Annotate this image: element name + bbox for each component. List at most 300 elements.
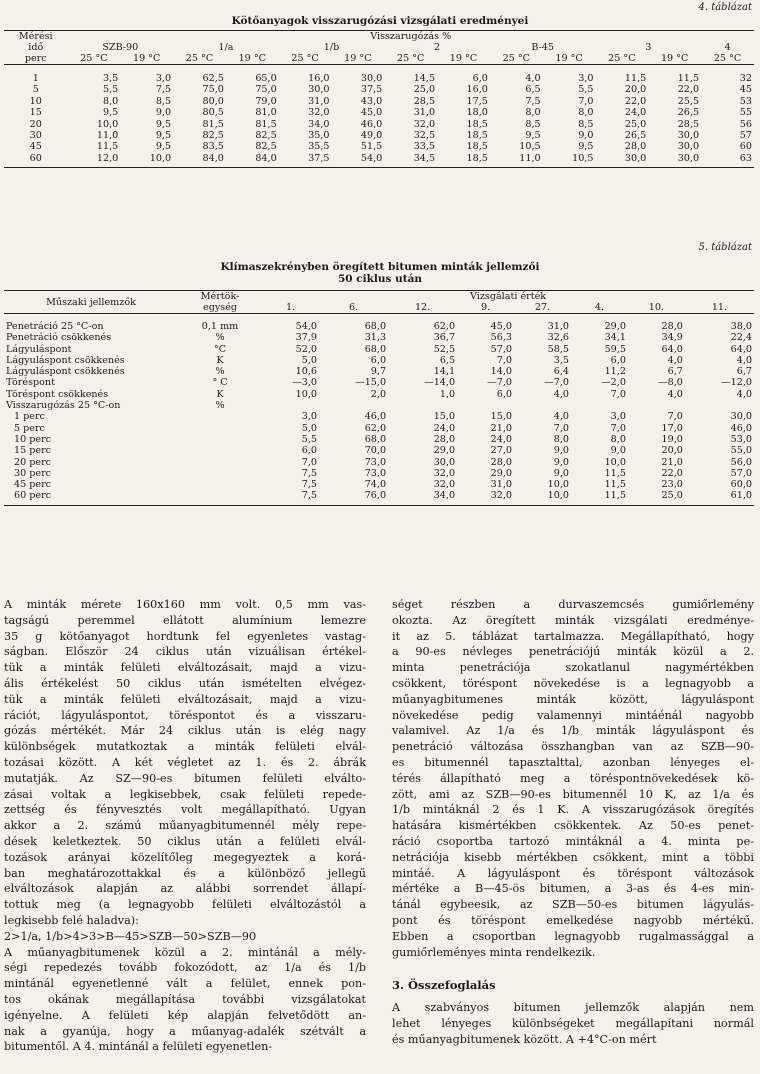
- table5-cell: 11,5: [604, 479, 626, 491]
- table5-cell-unit: 0,1 mm: [201, 321, 239, 332]
- table4-cell: 84,0: [173, 153, 226, 168]
- table4-cell: 34,5: [384, 153, 437, 168]
- table-row: [4, 355, 754, 366]
- table4-cell: 22,0: [624, 95, 647, 107]
- table5-cell: 7,0: [553, 422, 569, 434]
- table4-cell: 24,0: [624, 107, 647, 119]
- table4-cell: 8,0: [103, 95, 119, 107]
- table4-cell: 37,5: [279, 153, 332, 168]
- table5-cell-characteristic: Penetráció 25 °C-on: [6, 321, 104, 332]
- text-line: tottuk meg (a legnagyobb felületi elváltozástól a: [4, 898, 366, 912]
- table5-cell: 1,0: [439, 388, 456, 400]
- table4-cell: 31,0: [308, 95, 330, 107]
- text-line: A szabványos bitumen jellemzők alapján nem: [392, 1001, 754, 1015]
- table5-cell-characteristic: 30 perc: [14, 467, 52, 479]
- table5-cell: 23,0: [661, 479, 683, 491]
- table5-header-unit: Mértök-: [200, 291, 240, 302]
- table4-cell: 43,0: [360, 95, 383, 107]
- text-line: akkor a 2. számú műanyagbitumennél mély repe-: [4, 819, 366, 833]
- table-row: [4, 411, 754, 422]
- table5-cell: [571, 400, 628, 411]
- table5-cell: 29,0: [433, 445, 456, 457]
- table-row: [4, 107, 754, 118]
- table-row: [4, 332, 754, 343]
- table5-cell: —7,0: [487, 377, 513, 389]
- table-row: [4, 344, 754, 355]
- table5-cell-unit: °C: [213, 343, 227, 355]
- table4-cell: 9,5: [155, 118, 172, 130]
- table-row: [4, 434, 754, 445]
- table4-cell-time: 10: [29, 95, 42, 107]
- table4-header-temp: 19 °C: [132, 53, 161, 64]
- table5-cell: 7,5: [301, 479, 318, 491]
- table5-cell: 10,6: [295, 366, 318, 378]
- table5-cell: 4,0: [736, 354, 752, 366]
- table5-cell: 3,0: [610, 411, 626, 423]
- table5-cell: 34,0: [388, 490, 457, 505]
- table4-header-temp: 25 °C: [713, 53, 742, 64]
- text-line: dések keletkeztek. 50 ciklus után a felületi elvál-: [4, 834, 366, 848]
- table4-cell: 30,0: [677, 130, 700, 142]
- table5-cell: 31,0: [547, 321, 569, 332]
- table5-cell: 9,7: [370, 366, 387, 378]
- table5-cell: —14,0: [424, 377, 456, 389]
- table5-title-line1: Klímaszekrényben öregített bitumen minták jellemzői: [220, 261, 540, 273]
- table4-cell: 8,5: [155, 95, 172, 107]
- text-line: 1/b mintáknál 2 és 1 K. A visszarugózások öregítés: [392, 803, 754, 817]
- text-line: tagságú peremmel ellátott alumínium lemezre: [4, 613, 366, 627]
- table5-cell: 14,1: [433, 366, 456, 378]
- table5-cell: 6,7: [667, 366, 683, 378]
- table4-cell: 25,5: [677, 95, 700, 107]
- table4-header-temp: 25 °C: [396, 53, 425, 64]
- table4-cell: 80,5: [202, 107, 224, 119]
- table5-header-sample: 10.: [648, 302, 665, 313]
- table5-cell: 6,7: [736, 366, 752, 378]
- table5-cell: —15,0: [355, 377, 387, 389]
- table4-cell: 60: [739, 141, 752, 153]
- table5-cell: 59,5: [604, 343, 626, 355]
- text-line: lehet lényeges különbségeket megállapítani normál: [392, 1016, 754, 1030]
- table4-cell: 32,5: [413, 130, 436, 142]
- table5-cell: 11,5: [604, 467, 626, 479]
- text-line: minta penetrációja szokatlanul nagymértékben: [392, 661, 754, 675]
- table4-cell: 11,5: [624, 73, 647, 84]
- table4-header-sample: 3: [645, 42, 652, 53]
- table5-cell-unit: [178, 490, 262, 505]
- table4-cell: 16,0: [308, 73, 330, 84]
- table5-cell-unit: K: [216, 354, 224, 366]
- table5-cell: [628, 400, 685, 411]
- table4-cell: 11,5: [96, 141, 119, 153]
- section-heading: 3. Összefoglalás: [392, 978, 496, 993]
- table5-cell: —7,0: [544, 377, 569, 389]
- table5-cell: 15,0: [490, 411, 513, 423]
- table5-cell: 6,5: [439, 354, 456, 366]
- text-line: netrációja kisebb mértékben csökkent, mint a többi: [392, 850, 754, 864]
- table4-cell: 7,0: [578, 95, 594, 107]
- table5-cell: 10,0: [295, 388, 318, 400]
- table4-cell: 82,5: [202, 130, 224, 142]
- text-line: 35 g kötőanyagot hordtunk fel egyenletes vastag-: [4, 629, 366, 643]
- text-line: mintáé. A lágyuláspont és töréspont változások: [392, 866, 754, 880]
- table4-cell: 4,0: [525, 73, 541, 84]
- table5-cell: 36,7: [433, 332, 456, 344]
- table4-cell: 3,0: [578, 73, 594, 84]
- table4-label: 4. táblázat: [698, 2, 752, 13]
- table4-cell: 45: [739, 84, 752, 96]
- table5-cell: 30,0: [433, 456, 456, 468]
- table5-cell: 9,0: [553, 445, 569, 457]
- table5-cell: 28,0: [433, 433, 456, 445]
- table4-cell: 51,5: [360, 141, 383, 153]
- table4-header-sample: B-45: [531, 42, 555, 53]
- table4-cell: 9,5: [103, 107, 119, 119]
- table5-cell: 68,0: [364, 343, 387, 355]
- table-row: [4, 84, 754, 95]
- table5-cell: 46,0: [730, 422, 752, 434]
- table5-cell: 9,0: [553, 467, 569, 479]
- text-line: penetráció változása összhangban van az SZB—90-: [392, 740, 754, 754]
- table5-cell: 28,0: [490, 456, 513, 468]
- table5-cell: 9,0: [610, 445, 626, 457]
- table4-cell-time: 30: [29, 130, 42, 142]
- table5-cell: [685, 400, 754, 411]
- text-line: A minták mérete 160x160 mm volt. 0,5 mm vas-: [4, 598, 366, 611]
- table4-cell-time: 1: [32, 73, 39, 84]
- table5-cell: 25,0: [628, 490, 685, 505]
- table4-cell: 7,5: [525, 95, 541, 107]
- table4-cell: 14,5: [413, 73, 436, 84]
- table5-cell: 38,0: [730, 321, 752, 332]
- text-line: mintánál egyenetlenné vált a felület, ennek pon-: [4, 977, 366, 991]
- table4-cell: 35,5: [308, 141, 330, 153]
- table5-cell: 10,0: [547, 479, 569, 491]
- text-line: zásai voltak a legkisebbek, csak felületi repede-: [4, 787, 366, 801]
- table5-header-sample: 11.: [711, 302, 728, 313]
- table5-cell: 7,0: [610, 422, 626, 434]
- table4-cell: 75,0: [202, 84, 224, 96]
- table5-cell-characteristic: 5 perc: [14, 422, 45, 434]
- table4-cell: 5,5: [578, 84, 594, 96]
- table5-header-characteristic: Műszaki jellemzők: [46, 296, 136, 308]
- table4-cell: 57: [739, 130, 752, 142]
- table4-header-sample: 1/b: [323, 42, 340, 53]
- table5-cell: 6,0: [610, 354, 626, 366]
- table4-cell: 16,0: [466, 84, 488, 96]
- paragraph-right-a: [392, 597, 754, 960]
- text-line: a 90-es névleges penetrációjú minták közül a 2.: [392, 645, 754, 659]
- table5-cell: —3,0: [292, 377, 318, 389]
- table5-cell-unit: %: [215, 400, 225, 412]
- table4-cell: 56: [739, 118, 752, 130]
- table4-cell: 10,0: [120, 153, 173, 168]
- table5-cell: [457, 400, 514, 411]
- table4-cell: 30,0: [677, 141, 700, 153]
- table5-header-sample: 12.: [414, 302, 431, 313]
- table4-header-temp: 19 °C: [555, 53, 583, 64]
- table5-cell: 24,0: [490, 433, 513, 445]
- table4-header-temp: 19 °C: [660, 53, 689, 64]
- table5-cell: 74,0: [364, 479, 387, 491]
- text-line: A műanyagbitumenek közül a 2. mintánál a mély-: [4, 945, 366, 959]
- text-line: ális értékelést 50 ciklus után ismételten elvégez-: [4, 676, 366, 690]
- text-line: it az 5. táblázat tartalmazza. Megállapítható, hogy: [392, 629, 754, 643]
- table4-cell: 55: [739, 107, 752, 119]
- table-row: [4, 423, 754, 434]
- table4-cell: 8,5: [578, 118, 594, 130]
- table5-cell-characteristic: Penetráció csökkenés: [6, 332, 112, 344]
- table4-cell: 28,5: [677, 118, 700, 130]
- table5-cell: 7,0: [496, 354, 513, 366]
- table-row: [4, 400, 754, 411]
- table5-cell-characteristic: 10 perc: [14, 433, 52, 445]
- table5-cell: 11,5: [571, 490, 628, 505]
- table5-cell: 56,0: [730, 456, 752, 468]
- table4-header-temp: 25 °C: [291, 53, 319, 64]
- table4-cell: 9,5: [525, 130, 541, 142]
- table-row: [4, 479, 754, 490]
- table4-cell: 63: [701, 153, 754, 168]
- table5-cell: 30,0: [730, 411, 752, 423]
- table5-cell-unit: [178, 423, 262, 434]
- table4-cell: 18,5: [466, 141, 488, 153]
- table4-cell: 18,0: [466, 107, 488, 119]
- table4-cell: 35,0: [308, 130, 330, 142]
- table5-cell: 37,9: [295, 332, 318, 344]
- table4-cell: 81,0: [255, 107, 277, 119]
- table5-cell-characteristic: Lágyuláspont csökkenés: [6, 354, 125, 366]
- text-line: műanyagbitumenes minták között, lágyuláspont: [392, 692, 754, 706]
- table5-cell: 7,5: [262, 490, 319, 505]
- table4-cell: 6,5: [525, 84, 541, 96]
- table5-label: 5. táblázat: [698, 242, 752, 253]
- table5-cell-characteristic: Visszarugózás 25 °C-on: [6, 400, 121, 412]
- table4-header-temp: 19 °C: [344, 53, 372, 64]
- table4-cell: 34,0: [308, 118, 330, 130]
- table5-cell-unit: [178, 411, 262, 422]
- table5-cell-characteristic: 1 perc: [14, 411, 45, 423]
- table5-cell: 32,0: [433, 467, 456, 479]
- table5-title-line2: 50 ciklus után: [337, 273, 423, 285]
- table5-header-sample: 4.: [594, 302, 605, 313]
- table4-cell: 82,5: [255, 141, 277, 153]
- text-line: zött, ami az SZB—90-es bitumennél 10 K, az 1/a és: [392, 787, 754, 801]
- table5-cell: 32,0: [457, 490, 514, 505]
- table4-header-time: idő: [28, 42, 44, 53]
- table5-cell-unit: [178, 479, 262, 490]
- table-row: [4, 130, 754, 141]
- table4: [4, 30, 754, 168]
- table5-cell-characteristic: Töréspont: [6, 377, 55, 389]
- table5-cell-unit: [178, 468, 262, 479]
- text-line: 2>1/a, 1/b>4>3>B—45>SZB—50>SZB—90: [4, 929, 257, 943]
- table5-cell: 53,0: [730, 433, 752, 445]
- table4-cell: 49,0: [360, 130, 383, 142]
- text-line: gózás mértékét. Már 24 ciklus után is elég nagy: [4, 724, 366, 738]
- table5-cell-characteristic: 20 perc: [14, 456, 52, 468]
- table-row: [4, 468, 754, 479]
- table4-cell: 26,5: [624, 130, 647, 142]
- table5-header-sample: 6.: [348, 302, 359, 313]
- text-line: bitumentől. A 4. mintánál a felületi egyenetlen-: [4, 1040, 273, 1054]
- table4-cell: 11,5: [677, 73, 700, 84]
- table5-header-sample: 9.: [480, 302, 491, 313]
- text-line: tük a minták felületi elváltozásait, majd a vizu-: [4, 692, 366, 706]
- table-row: [4, 141, 754, 152]
- table4-cell: 22,0: [677, 84, 700, 96]
- table5-cell: 73,0: [364, 456, 387, 468]
- table5-cell-unit: ° C: [212, 377, 228, 389]
- text-line: térés állapítható meg a töréspontnövekedések kö-: [392, 771, 754, 785]
- table5-cell: 62,0: [433, 321, 456, 332]
- table4-cell: 8,0: [525, 107, 541, 119]
- table5-cell: 64,0: [730, 343, 752, 355]
- table-row: [4, 445, 754, 456]
- text-line: pont és töréspont emelkedése nagyobb mértékű.: [392, 913, 754, 927]
- table5-cell: 3,5: [553, 354, 569, 366]
- table-row: [4, 153, 754, 168]
- table5-cell: 4,0: [736, 388, 752, 400]
- table5-cell: 29,0: [604, 321, 626, 332]
- table5-cell: 52,0: [295, 343, 318, 355]
- table4-cell: 33,5: [413, 141, 436, 153]
- text-line: tük a minták felületi elváltozásait, majd a vizu-: [4, 661, 366, 675]
- table4-cell-time: 60: [4, 153, 68, 168]
- table5-cell: 4,0: [667, 354, 683, 366]
- table5-cell: [262, 400, 319, 411]
- text-line: mutatják. Az SZ—90-es bitumen felületi elválto-: [4, 771, 366, 785]
- table4-cell: 75,0: [255, 84, 277, 96]
- table5-cell: —2,0: [601, 377, 626, 389]
- table5-cell: 56,3: [490, 332, 513, 344]
- table5-cell: 7,0: [301, 456, 318, 468]
- table5-cell: 4,0: [553, 388, 569, 400]
- table5-cell: 7,5: [301, 467, 318, 479]
- table5-cell-unit: [178, 434, 262, 445]
- table5-cell: 14,0: [490, 366, 513, 378]
- table4-cell: 81,5: [202, 118, 224, 130]
- text-line: különbségek mutatkoztak a minták felületi elvál-: [4, 740, 366, 754]
- table-row: [4, 119, 754, 130]
- table5-cell: 7,0: [667, 411, 683, 423]
- table-row: [4, 73, 754, 84]
- table4-header-time: Mérési: [18, 31, 53, 42]
- text-line: okozta. Az öregített minták vizsgálati eredménye-: [392, 613, 754, 627]
- table5-cell: 29,0: [490, 467, 513, 479]
- table5-cell: 9,0: [553, 456, 569, 468]
- table4-cell: 10,0: [96, 118, 119, 130]
- table5-cell: 62,0: [364, 422, 387, 434]
- text-line: valamivel. Az 1/a és 1/b minták lágyuláspont és: [392, 724, 754, 738]
- table4-header-temp: 25 °C: [608, 53, 636, 64]
- table5-cell-unit: %: [215, 366, 225, 378]
- table4-header-temp: 19 °C: [449, 53, 478, 64]
- text-line: tozásai között. A két végletet az 1. és 2. ábrák: [4, 755, 366, 769]
- text-line: tozások arányai közelítőleg megegyeztek a korá-: [4, 850, 366, 864]
- text-line: tánál egybeesik, az SZB—50-es bitumen lágyulás-: [392, 898, 754, 912]
- table4-header-time: perc: [24, 53, 47, 64]
- table4-header-temp: 19 °C: [238, 53, 266, 64]
- table-row: [4, 96, 754, 107]
- table4-header-temp: 25 °C: [80, 53, 108, 64]
- table5-cell-characteristic: Töréspont csökkenés: [6, 388, 109, 400]
- table4-cell: 82,5: [255, 130, 277, 142]
- table4-cell: 3,5: [103, 73, 119, 84]
- text-line: igényelne. A felületi kép alapján felvetődött an-: [4, 1008, 366, 1022]
- text-line: tos okának megállapítása további vizsgálatokat: [4, 992, 366, 1006]
- table5-cell-unit: [178, 457, 262, 468]
- table4-header-group: Visszarugózás %: [370, 31, 452, 42]
- table4-title: Kötőanyagok visszarugózási vizsgálati eredményei: [231, 15, 529, 27]
- table5-cell: 21,0: [661, 456, 683, 468]
- table4-cell: 5,5: [103, 84, 119, 96]
- table4-header-temp: 25 °C: [502, 53, 530, 64]
- table4-header-sample: 2: [434, 42, 441, 53]
- text-line: séget részben a durvaszemcsés gumiőrlemény: [392, 598, 754, 611]
- table5-cell: 8,0: [610, 433, 626, 445]
- table5-cell: 7,0: [610, 388, 626, 400]
- table4-header-temp: 25 °C: [185, 53, 214, 64]
- table5-cell: 22,0: [661, 467, 683, 479]
- text-line: ségi repedezés tovább fokozódott, az 1/a és 1/b: [4, 961, 366, 975]
- text-line: ráció csoportba tartozó mintáknál a 4. minta pe-: [392, 834, 754, 848]
- table5-cell: 3,0: [301, 411, 318, 423]
- table4-cell: 81,5: [255, 118, 277, 130]
- table5-cell: 6,0: [370, 354, 387, 366]
- table5-cell: 32,6: [547, 332, 569, 344]
- table4-cell: 80,0: [202, 95, 224, 107]
- table4-cell: 25,0: [624, 118, 647, 130]
- table5-cell: 54,0: [295, 321, 318, 332]
- table5-cell-characteristic: Lágyuláspont: [6, 343, 72, 355]
- table4-cell: 30,0: [360, 73, 383, 84]
- text-column-left: [4, 597, 366, 1055]
- table4-cell: 30,0: [308, 84, 330, 96]
- table5-cell: 68,0: [364, 321, 387, 332]
- table5-cell-unit: [178, 445, 262, 456]
- text-line: es bitumennél tapasztalttal, azonban lényeges el-: [392, 755, 754, 769]
- table4-cell-time: 20: [29, 118, 42, 130]
- table5-cell: 57,0: [730, 467, 752, 479]
- table4-cell-time: 45: [29, 141, 42, 153]
- table5-cell: 21,0: [490, 422, 513, 434]
- table5-cell: 8,0: [553, 433, 569, 445]
- table4-cell: 9,5: [578, 141, 594, 153]
- table-row: [4, 389, 754, 400]
- table4-cell: 10,5: [519, 141, 541, 153]
- table4-cell: 45,0: [360, 107, 383, 119]
- table4-cell: 31,0: [413, 107, 436, 119]
- table4-header-sample: 1/a: [218, 42, 234, 53]
- text-line: Ebben a csoportban legnagyobb rugalmassággal a: [392, 929, 754, 943]
- table5-cell: 60,0: [730, 479, 752, 491]
- table4-cell: 30,0: [648, 153, 701, 168]
- table-row: [4, 377, 754, 388]
- table4-cell: 17,5: [466, 95, 488, 107]
- table4-cell: 8,5: [525, 118, 541, 130]
- table5-cell: 52,5: [433, 343, 456, 355]
- table4-cell: 11,0: [96, 130, 119, 142]
- table4-cell: 9,5: [155, 130, 172, 142]
- table5-cell: 20,0: [661, 445, 683, 457]
- table5-cell: 55,0: [730, 445, 752, 457]
- text-line: ban meghatározottakkal és a különböző jellegű: [4, 866, 366, 880]
- text-line: nak a gyanúja, hogy a műanyag-adalék szétvált a: [4, 1024, 366, 1038]
- table4-cell: 7,5: [155, 84, 172, 96]
- table4-cell: 54,0: [331, 153, 384, 168]
- table4-cell-time: 5: [32, 84, 39, 96]
